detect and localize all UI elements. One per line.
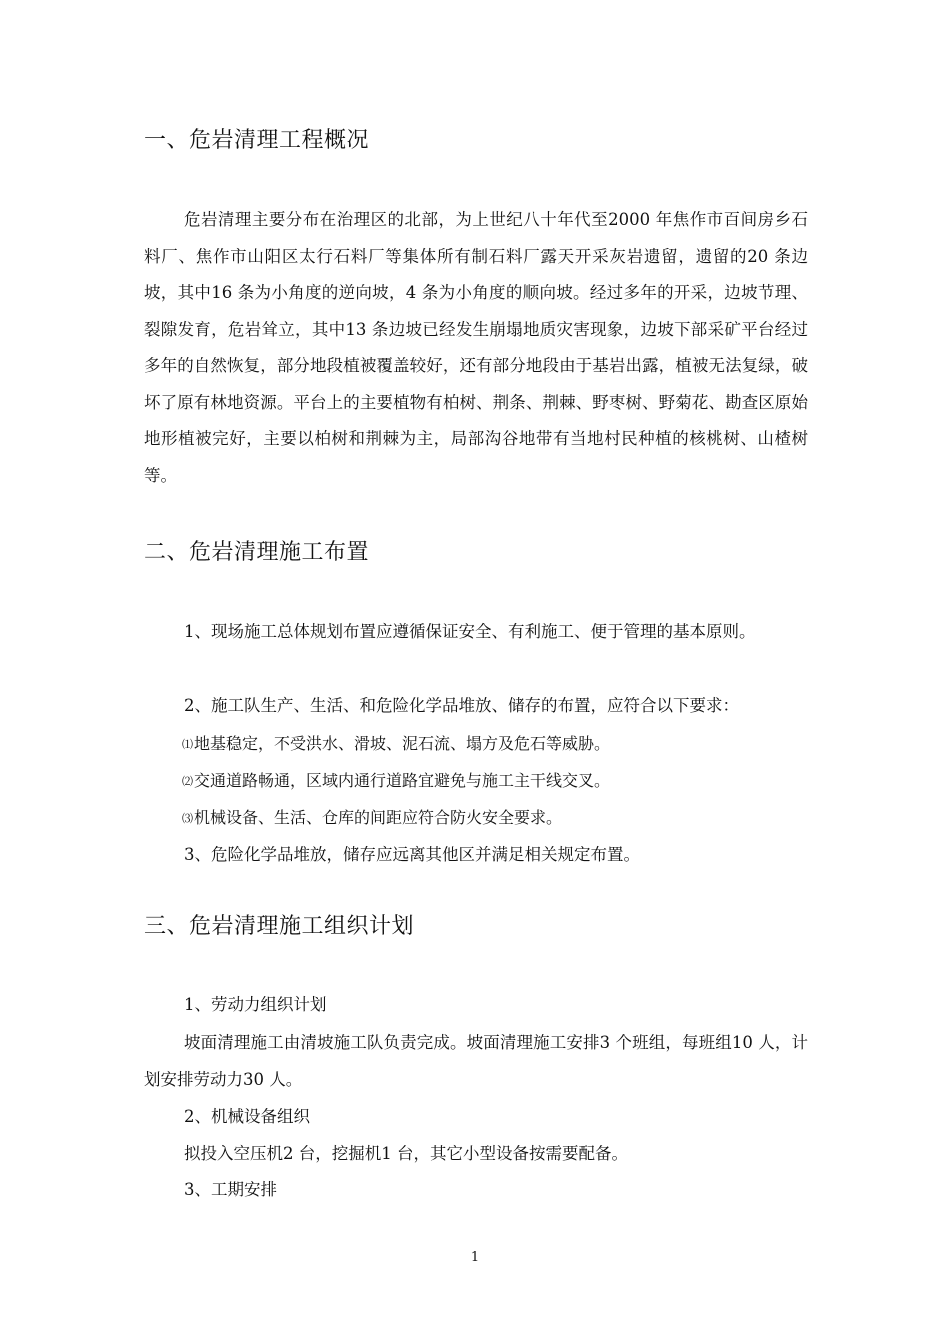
section-2-subitem-1 [182, 726, 846, 763]
section-2-subitem-3 [182, 800, 846, 837]
subitem-number: ⑶ [182, 812, 193, 825]
section-2-item-1: 1、现场施工总体规划布置应遵循保证安全、有利施工、便于管理的基本原则。 [184, 622, 756, 641]
subitem-text: 交通道路畅通，区域内通行道路宜避免与施工主干线交叉。 [194, 771, 611, 790]
section-1-paragraph: 危岩清理主要分布在治理区的北部，为上世纪八十年代至2000 年焦作市百间房乡石料厂、焦作市山阳区太行石料厂等集体所有制石料厂露天开采灰岩遗留，遗留的20 条边坡，其中16 条为小角度的逆向坡，4 条为小角度的顺向坡。经过多年的开采，边坡节理、裂隙发育，危岩耸立，其中13 条边坡已经发生崩塌地质灾害现象，边坡下部采矿平台经过多年的自然恢复，部分地段植被覆盖较好，还有部分地段由于基岩出露，植被无法复绿，破坏了原有林地资源。平台上的主要植物有柏树、荆条、荆棘、野枣树、野菊花、勘查区原始地形植被完好，主要以柏树和荆棘为主，局部沟谷地带有当地村民种植的核桃树、山楂树等。 [144, 210, 808, 485]
subitem-number: ⑵ [182, 775, 193, 788]
page-number: 1 [470, 1250, 480, 1265]
section-2-item-2: 2、施工队生产、生活、和危险化学品堆放、储存的布置，应符合以下要求： [184, 696, 739, 715]
section-2-subitem-2 [182, 763, 846, 800]
section-2-heading: 二、危岩清理施工布置 [144, 540, 370, 565]
section-3-item-1-text: 坡面清理施工由清坡施工队负责完成。坡面清理施工安排3 个班组，每班组10 人，计划安排劳动力30 人。 [144, 1033, 808, 1089]
section-3-heading: 三、危岩清理施工组织计划 [144, 914, 415, 939]
section-2-item-3: 3、危险化学品堆放，储存应远离其他区并满足相关规定布置。 [184, 845, 640, 864]
subitem-text: 地基稳定，不受洪水、滑坡、泥石流、塌方及危石等威胁。 [194, 734, 611, 753]
section-1-heading: 一、危岩清理工程概况 [144, 128, 370, 153]
section-3-item-3: 3、工期安排 [184, 1180, 277, 1199]
section-3-item-2: 2、机械设备组织 [184, 1107, 310, 1126]
subitem-text: 机械设备、生活、仓库的间距应符合防火安全要求。 [194, 808, 563, 827]
section-3-item-1: 1、劳动力组织计划 [184, 995, 327, 1014]
section-3-item-2-text: 拟投入空压机2 台，挖掘机1 台，其它小型设备按需要配备。 [184, 1144, 628, 1163]
subitem-number: ⑴ [182, 738, 193, 751]
